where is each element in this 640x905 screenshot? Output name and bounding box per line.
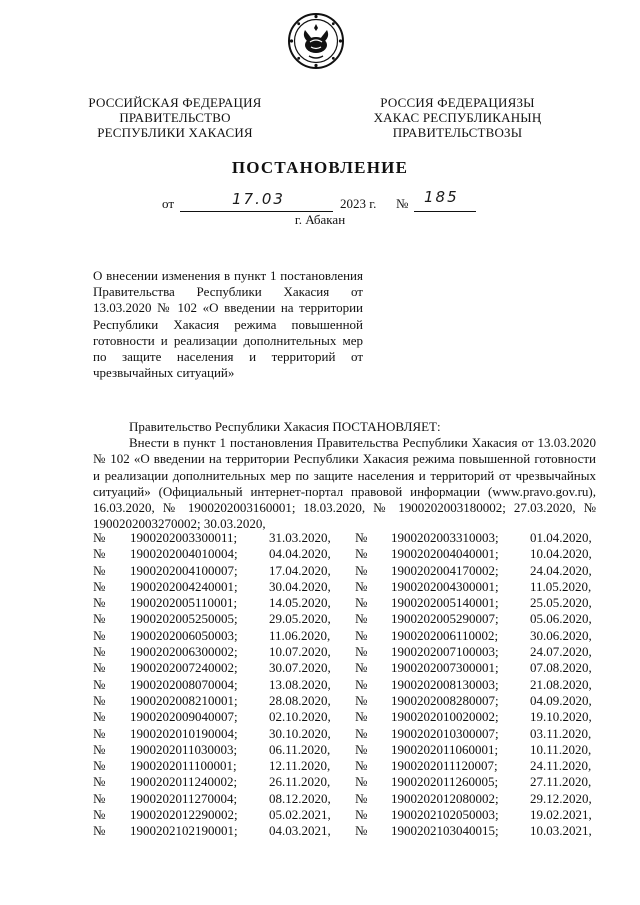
- list-row: [93, 595, 596, 611]
- publication-date: 05.02.2021,: [269, 807, 331, 823]
- publication-number: 1900202007240002;: [130, 660, 238, 676]
- publication-number: 1900202102190001;: [130, 823, 238, 839]
- publication-date: 03.11.2020,: [530, 725, 592, 741]
- number-sign: №: [93, 741, 106, 757]
- publication-number: 1900202005250005;: [130, 611, 238, 627]
- number-sign: №: [93, 530, 106, 545]
- publication-date: 10.07.2020,: [269, 644, 331, 660]
- publication-date: 13.08.2020,: [269, 676, 331, 692]
- list-row: [93, 563, 596, 579]
- city: г. Абакан: [294, 212, 346, 227]
- list-row: [93, 644, 596, 660]
- body-paragraph: Внести в пункт 1 постановления Правительства Республики Хакасия от 13.03.2020 № 102 «О введении на территории Республики Хакасия режима повышенной готовности и реализации дополнительных мер по защите населения и территорий от чрезвычайных ситуаций» (Официальный интернет-портал правовой информации (www.pravo.gov.ru), 16.03.2020, № 1900202003160001; 18.03.2020, № 1900202003180002; 27.03.2020, № 1900202003270002; 30.03.2020,: [93, 435, 596, 532]
- document-title: ПОСТАНОВЛЕНИЕ: [231, 158, 409, 177]
- number-sign: №: [355, 644, 368, 660]
- number-sign: №: [93, 611, 106, 627]
- list-row: [93, 677, 596, 693]
- number-sign: №: [355, 611, 368, 627]
- publication-date: 04.04.2020,: [269, 546, 331, 562]
- handwritten-date: 17.03: [232, 190, 285, 208]
- publication-date: 30.04.2020,: [269, 578, 331, 594]
- publication-date: 24.11.2020,: [530, 758, 592, 774]
- publication-date: 25.05.2020,: [530, 595, 592, 611]
- number-sign: №: [355, 660, 368, 676]
- number-sign: №: [93, 627, 106, 643]
- publication-date: 11.06.2020,: [269, 627, 331, 643]
- publication-date: 30.07.2020,: [269, 660, 331, 676]
- publication-number: 1900202007300001;: [391, 660, 499, 676]
- publication-date: 10.03.2021,: [530, 823, 592, 839]
- list-row: [93, 823, 596, 839]
- publication-date: 19.02.2021,: [530, 807, 592, 823]
- list-row: [93, 693, 596, 709]
- publication-number: 1900202004040001;: [391, 546, 499, 562]
- list-row: [93, 546, 596, 562]
- publication-number: 1900202003310003;: [391, 530, 499, 545]
- publication-date: 24.07.2020,: [530, 644, 592, 660]
- publication-date: 05.06.2020,: [530, 611, 592, 627]
- number-sign: №: [93, 595, 106, 611]
- header-left-russian: [80, 95, 270, 140]
- publication-date: 08.12.2020,: [269, 790, 331, 806]
- number-sign: №: [93, 578, 106, 594]
- number-sign: №: [355, 758, 368, 774]
- header-left-line-2: ПРАВИТЕЛЬСТВО: [119, 110, 231, 125]
- publication-date: 04.03.2021,: [269, 823, 331, 839]
- number-sign: №: [355, 546, 368, 562]
- subject-block: О внесении изменения в пункт 1 постановления Правительства Республики Хакасия от 13.03.2020 № 102 «О введении на территории Республики Хакасия режима повышенной готовности и реализации дополнительных мер по защите населения и территорий от чрезвычайных ситуаций»: [93, 268, 363, 381]
- publication-date: 04.09.2020,: [530, 692, 592, 708]
- publication-number: 1900202008210001;: [130, 692, 238, 708]
- date-number-line: [0, 188, 640, 214]
- publication-date: 07.08.2020,: [530, 660, 592, 676]
- header-right-line-3: ПРАВИТЕЛЬСТВОЗЫ: [392, 125, 523, 140]
- publication-date: 26.11.2020,: [269, 774, 331, 790]
- list-row: [93, 579, 596, 595]
- publication-number: 1900202009040007;: [130, 709, 238, 725]
- publication-number: 1900202004300001;: [391, 578, 499, 594]
- publication-date: 02.10.2020,: [269, 709, 331, 725]
- publication-number: 1900202012080002;: [391, 790, 499, 806]
- publication-number: 1900202011270004;: [130, 790, 238, 806]
- publication-number: 1900202004010004;: [130, 546, 238, 562]
- header-left-line-1: РОССИЙСКАЯ ФЕДЕРАЦИЯ: [88, 95, 262, 110]
- publication-date: 21.08.2020,: [530, 676, 592, 692]
- publication-number: 1900202007100003;: [391, 644, 499, 660]
- publication-number: 1900202006050003;: [130, 627, 238, 643]
- publication-number: 1900202008070004;: [130, 676, 238, 692]
- publication-number: 1900202008280007;: [391, 692, 499, 708]
- publication-number: 1900202005140001;: [391, 595, 499, 611]
- publication-number: 1900202010190004;: [130, 725, 238, 741]
- publication-date: 29.12.2020,: [530, 790, 592, 806]
- publication-number: 1900202004100007;: [130, 562, 238, 578]
- publication-number: 1900202011240002;: [130, 774, 238, 790]
- number-sign: №: [93, 676, 106, 692]
- publication-number: 1900202011030003;: [130, 741, 238, 757]
- number-label: №: [396, 196, 409, 211]
- publication-date: 01.04.2020,: [530, 530, 592, 545]
- publication-date: 14.05.2020,: [269, 595, 331, 611]
- publication-date: 30.06.2020,: [530, 627, 592, 643]
- publication-date: 29.05.2020,: [269, 611, 331, 627]
- number-sign: №: [93, 562, 106, 578]
- publication-number: 1900202008130003;: [391, 676, 499, 692]
- number-sign: №: [93, 774, 106, 790]
- list-row: [93, 758, 596, 774]
- publication-number: 1900202010300007;: [391, 725, 499, 741]
- list-row: [93, 791, 596, 807]
- number-sign: №: [355, 709, 368, 725]
- publication-date: 10.04.2020,: [530, 546, 592, 562]
- number-sign: №: [93, 546, 106, 562]
- publication-date: 17.04.2020,: [269, 562, 331, 578]
- number-sign: №: [93, 758, 106, 774]
- resolution-line: Правительство Республики Хакасия ПОСТАНОВЛЯЕТ:: [129, 419, 441, 434]
- publication-number: 1900202102050003;: [391, 807, 499, 823]
- body-text: [93, 419, 596, 532]
- number-sign: №: [355, 595, 368, 611]
- list-row: [93, 807, 596, 823]
- publication-number: 1900202006110002;: [391, 627, 499, 643]
- header-left-line-3: РЕСПУБЛИКИ ХАКАСИЯ: [97, 125, 253, 140]
- handwritten-number: 185: [424, 188, 459, 206]
- number-sign: №: [93, 823, 106, 839]
- publication-number: 1900202005110001;: [130, 595, 238, 611]
- number-sign: №: [355, 692, 368, 708]
- publication-date: 11.05.2020,: [530, 578, 592, 594]
- khakassia-coat-of-arms-icon: [287, 12, 345, 70]
- number-sign: №: [93, 790, 106, 806]
- publication-date: 10.11.2020,: [530, 741, 592, 757]
- list-row: [93, 742, 596, 758]
- publication-number: 1900202010020002;: [391, 709, 499, 725]
- publication-number: 1900202011120007;: [391, 758, 498, 774]
- number-sign: №: [355, 562, 368, 578]
- publication-number: 1900202011260005;: [391, 774, 499, 790]
- number-sign: №: [93, 660, 106, 676]
- publication-date: 06.11.2020,: [269, 741, 331, 757]
- publication-number: 1900202006300002;: [130, 644, 238, 660]
- publication-date: 28.08.2020,: [269, 692, 331, 708]
- list-row: [93, 530, 596, 546]
- publication-date: 27.11.2020,: [530, 774, 592, 790]
- number-sign: №: [93, 692, 106, 708]
- publication-date: 12.11.2020,: [269, 758, 331, 774]
- publication-number: 1900202004170002;: [391, 562, 499, 578]
- number-sign: №: [93, 644, 106, 660]
- publication-number: 1900202011100001;: [130, 758, 237, 774]
- list-row: [93, 660, 596, 676]
- number-sign: №: [355, 627, 368, 643]
- list-row: [93, 611, 596, 627]
- publication-date: 24.04.2020,: [530, 562, 592, 578]
- publication-date: 19.10.2020,: [530, 709, 592, 725]
- list-row: [93, 709, 596, 725]
- publication-date: 30.10.2020,: [269, 725, 331, 741]
- number-sign: №: [355, 741, 368, 757]
- publication-number: 1900202004240001;: [130, 578, 238, 594]
- year-label: 2023 г.: [340, 196, 377, 211]
- header-right-line-1: РОССИЯ ФЕДЕРАЦИЯЗЫ: [380, 95, 535, 110]
- publication-number: 1900202011060001;: [391, 741, 499, 757]
- number-sign: №: [355, 774, 368, 790]
- list-row: [93, 628, 596, 644]
- number-sign: №: [355, 790, 368, 806]
- publication-list: [93, 530, 596, 840]
- number-sign: №: [355, 725, 368, 741]
- number-sign: №: [93, 807, 106, 823]
- number-sign: №: [93, 725, 106, 741]
- number-sign: №: [355, 676, 368, 692]
- publication-number: 1900202005290007;: [391, 611, 499, 627]
- list-row: [93, 774, 596, 790]
- publication-number: 1900202003300011;: [130, 530, 238, 545]
- number-sign: №: [355, 807, 368, 823]
- number-sign: №: [355, 530, 368, 545]
- header-right-line-2: ХАКАС РЕСПУБЛИКАНЫҢ: [373, 110, 542, 125]
- publication-number: 1900202012290002;: [130, 807, 238, 823]
- publication-date: 31.03.2020,: [269, 530, 331, 545]
- list-row: [93, 726, 596, 742]
- from-label: от: [162, 196, 175, 211]
- header-right-khakas: [365, 95, 550, 140]
- number-sign: №: [355, 823, 368, 839]
- number-sign: №: [355, 578, 368, 594]
- number-sign: №: [93, 709, 106, 725]
- publication-number: 1900202103040015;: [391, 823, 499, 839]
